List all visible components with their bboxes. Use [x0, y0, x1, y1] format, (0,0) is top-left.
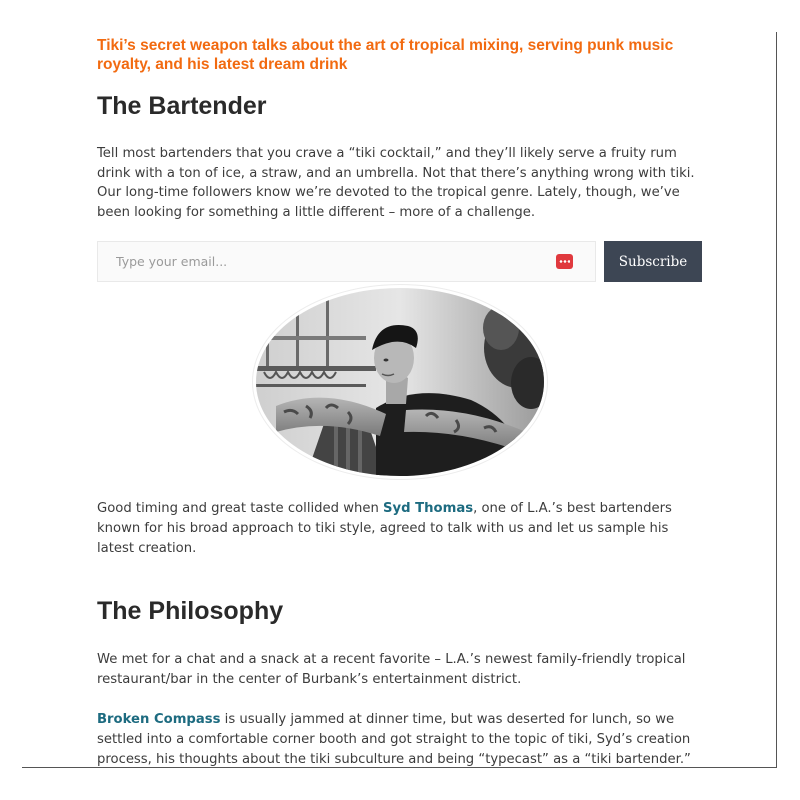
intro-paragraph: Tell most bartenders that you crave a “tiki cocktail,” and they’ll likely serve a fruity rum drink with a ton of ice, a straw, and an umbrella. Not that there’s anything wrong with tiki. Our long-time followers know we’re devoted to the tropical genre. Lately, though, we’ve been looking for something a little different – more of a challenge.	[97, 146, 695, 220]
met-paragraph: We met for a chat and a snack at a recent favorite – L.A.’s newest family-friendly tropical restaurant/bar in the center of Burbank’s entertainment district.	[97, 652, 686, 687]
broken-compass-paragraph-text: is usually jammed at dinner time, but was deserted for lunch, so we settled into a comfortable corner booth and got straight to the topic of tiki, Syd’s creation process, his thoughts about the tiki subculture and being “typecast” as a “tiki bartender.”	[97, 712, 691, 767]
bartender-photo	[256, 288, 544, 476]
syd-thomas-link[interactable]: Syd Thomas	[383, 501, 474, 517]
email-input[interactable]	[98, 242, 595, 281]
section-heading-bartender: The Bartender	[97, 92, 267, 120]
subscribe-button[interactable]: Subscribe	[604, 241, 702, 282]
frame-border-right	[776, 32, 777, 768]
broken-compass-link[interactable]: Broken Compass	[97, 712, 221, 728]
section-heading-philosophy: The Philosophy	[97, 597, 284, 626]
subscribe-form	[97, 241, 703, 282]
syd-paragraph	[97, 499, 703, 558]
article-subtitle: Tiki’s secret weapon talks about the art of tropical mixing, serving punk music royalty, and his latest dream drink	[97, 37, 674, 73]
syd-paragraph-text-start: Good timing and great taste collided when	[97, 501, 384, 517]
article	[97, 36, 703, 769]
bartender-photo-frame	[252, 284, 548, 480]
password-manager-icon[interactable]	[556, 254, 573, 269]
email-field-wrapper	[97, 241, 596, 282]
syd-paragraph-text-end: , one of L.A.’s best bartenders known for his broad approach to tiki style, agreed to talk with us and let us sample his latest creation.	[97, 501, 672, 556]
broken-compass-paragraph	[97, 710, 703, 769]
